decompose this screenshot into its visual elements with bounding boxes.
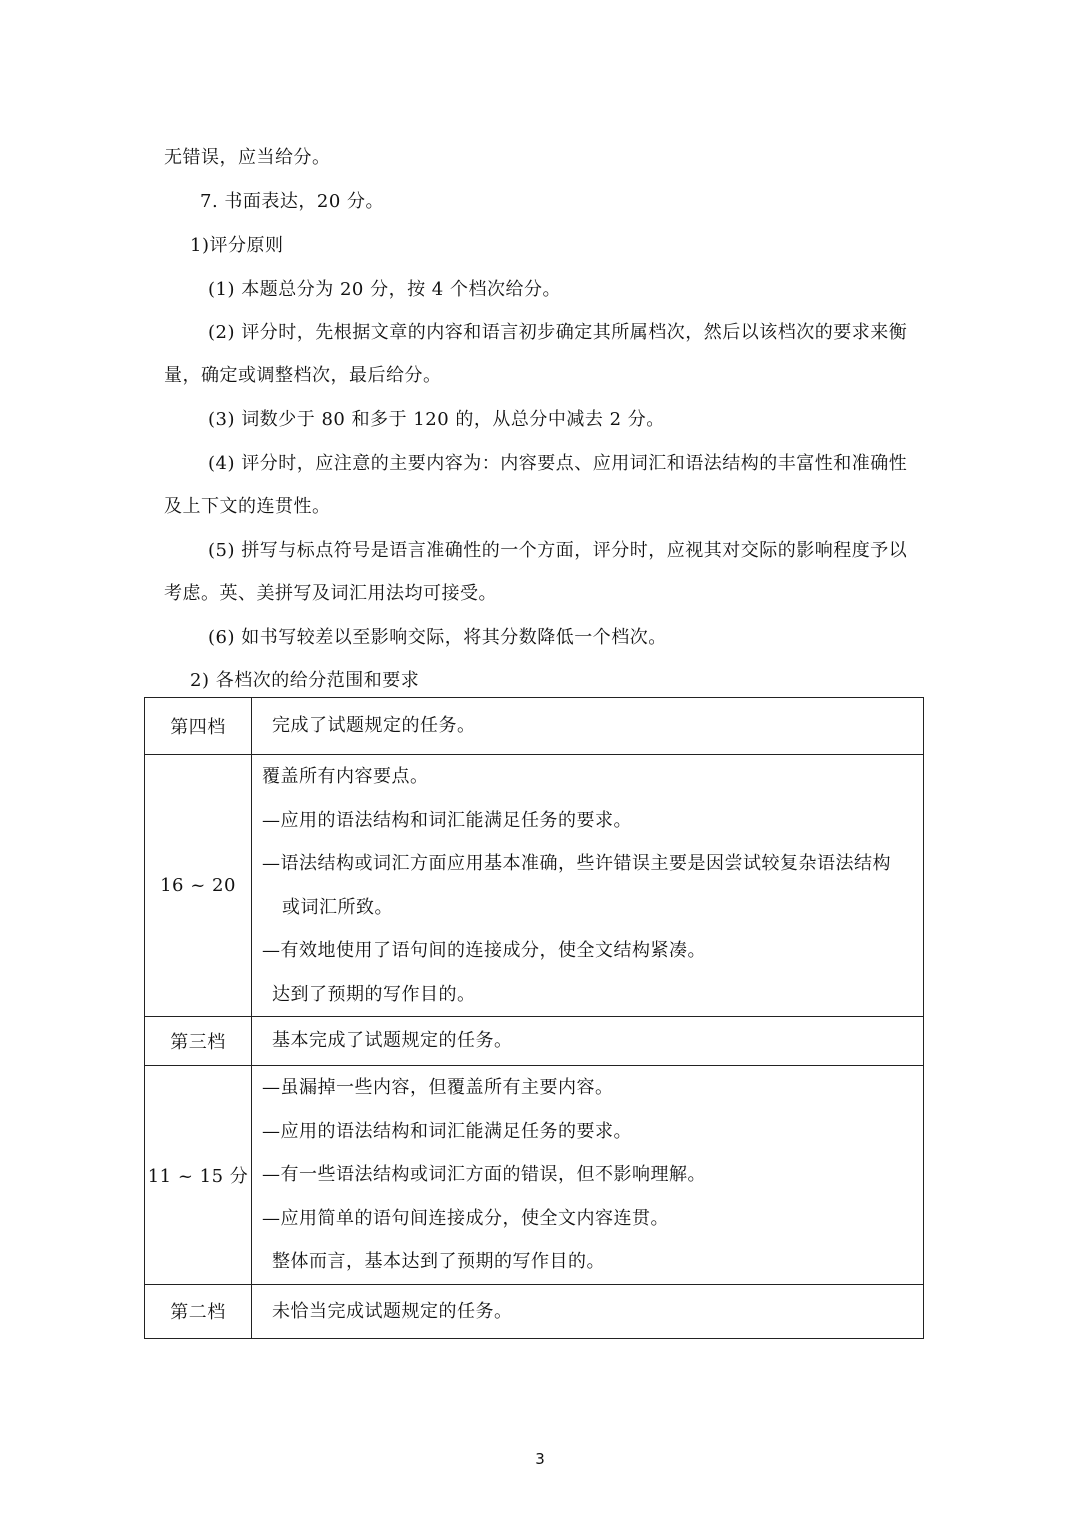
paragraph-continuation: 无错误，应当给分。 [164,147,331,168]
rule-6: (6) 如书写较差以至影响交际，将其分数降低一个档次。 [208,627,667,648]
grade4-range: 16 ~ 20 [145,755,252,1017]
grade3-label: 第三档 [145,1017,252,1066]
subheading-scoring-principles: 1)评分原则 [190,235,284,256]
rule-5-line-2: 考虑。英、美拼写及词汇用法均可接受。 [164,583,497,604]
grade3-criteria-cell [252,1066,924,1285]
table-row [145,1284,924,1338]
grade4-label: 第四档 [145,698,252,755]
grade4-criterion: —应用的语法结构和词汇能满足任务的要求。 [262,809,632,831]
grade3-criterion: —虽漏掉一些内容，但覆盖所有主要内容。 [262,1077,614,1098]
table-row [145,755,924,1017]
grade4-criterion: 或词汇所致。 [282,896,393,918]
grade4-criterion: 达到了预期的写作目的。 [272,983,476,1005]
rule-2-line-2: 量，确定或调整档次，最后给分。 [164,365,442,386]
grade4-task-cell [252,698,924,755]
grade4-criterion: —语法结构或词汇方面应用基本准确，些许错误主要是因尝试较复杂语法结构 [262,853,891,874]
rule-4-line-2: 及上下文的连贯性。 [164,496,331,517]
grade4-task: 完成了试题规定的任务。 [272,715,476,736]
grade3-criterion: 整体而言，基本达到了预期的写作目的。 [272,1251,605,1272]
grade2-task: 未恰当完成试题规定的任务。 [272,1300,513,1322]
grade3-range: 11 ~ 15 分 [145,1066,252,1285]
rule-1: (1) 本题总分为 20 分，按 4 个档次给分。 [208,279,561,300]
grade3-task-cell [252,1017,924,1066]
grade3-criterion: —有一些语法结构或词汇方面的错误，但不影响理解。 [262,1164,706,1185]
rule-2-line-1: (2) 评分时，先根据文章的内容和语言初步确定其所属档次，然后以该档次的要求来衡 [208,322,908,343]
table-row [145,698,924,755]
rule-5-line-1: (5) 拼写与标点符号是语言准确性的一个方面，评分时，应视其对交际的影响程度予以 [208,540,908,561]
grade2-label: 第二档 [145,1284,252,1338]
grade3-criterion: —应用简单的语句间连接成分，使全文内容连贯。 [262,1207,669,1229]
grade2-task-cell [252,1284,924,1338]
section-heading-writing: 7. 书面表达，20 分。 [200,191,385,212]
grade4-criterion: 覆盖所有内容要点。 [262,766,429,787]
page-number: 3 [535,1450,545,1468]
grade3-criterion: —应用的语法结构和词汇能满足任务的要求。 [262,1120,632,1142]
grading-table [144,697,924,1339]
grade3-task: 基本完成了试题规定的任务。 [272,1030,513,1051]
grade4-criterion: —有效地使用了语句间的连接成分，使全文结构紧凑。 [262,940,706,961]
table-row [145,1066,924,1285]
table-row [145,1017,924,1066]
grade4-criteria-cell [252,755,924,1017]
subheading-grade-ranges: 2) 各档次的给分范围和要求 [190,670,420,691]
rule-4-line-1: (4) 评分时，应注意的主要内容为：内容要点、应用词汇和语法结构的丰富性和准确性 [208,453,908,474]
rule-3: (3) 词数少于 80 和多于 120 的，从总分中减去 2 分。 [208,409,665,430]
